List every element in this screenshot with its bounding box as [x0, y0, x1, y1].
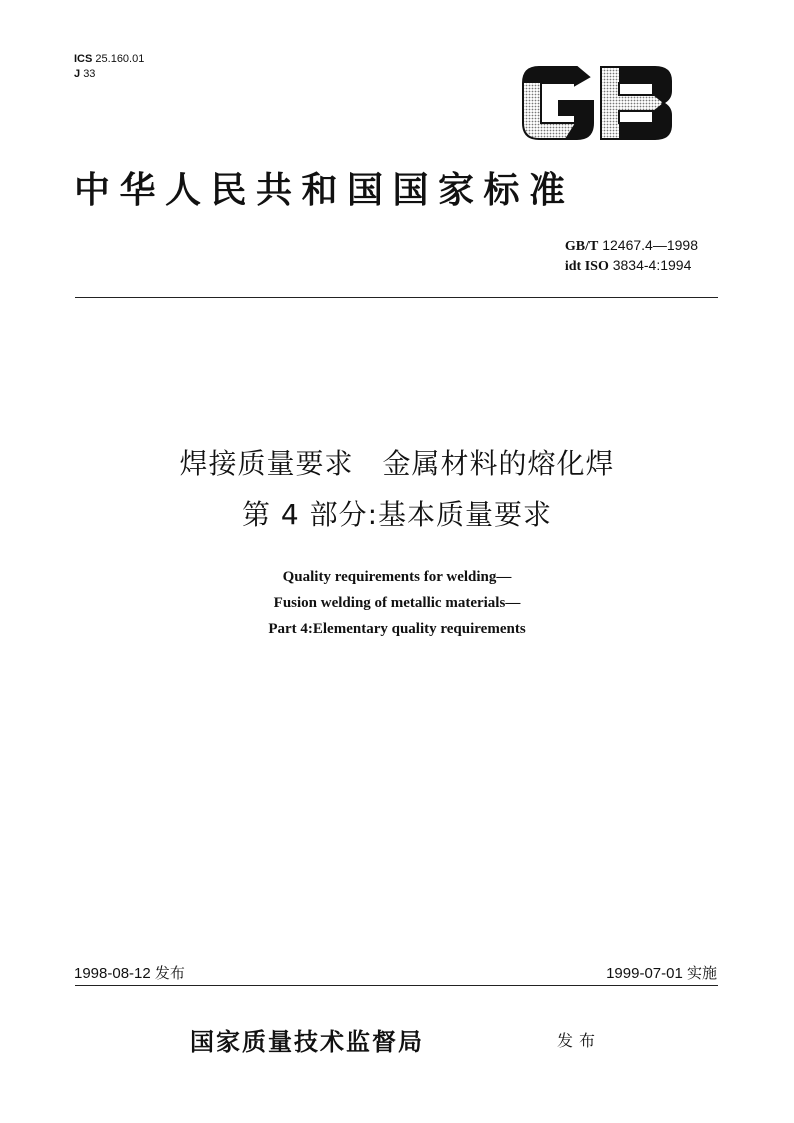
adoption-value: 3834-4:1994: [612, 257, 692, 273]
ics-line: [74, 52, 144, 67]
publisher-name: 国家质量技术监督局: [190, 1027, 424, 1056]
classification-codes: [74, 52, 144, 82]
english-title-line-2: Fusion welding of metallic materials—: [273, 595, 521, 611]
ccs-line: [74, 67, 144, 82]
standard-number: [565, 236, 698, 256]
gb-logo: [519, 63, 675, 143]
adoption-reference: [565, 256, 698, 276]
standard-number-block: [565, 236, 698, 276]
national-standard-heading: 中华人民共和国国家标准: [74, 169, 575, 211]
publisher-action: 发布: [557, 1031, 602, 1050]
standard-number-value: 12467.4—1998: [602, 237, 698, 253]
gb-logo-icon: [519, 63, 675, 143]
adoption-prefix: idt ISO: [564, 259, 609, 274]
ics-prefix: ICS: [74, 53, 93, 65]
issue-date: 1998-08-12 发布: [74, 965, 185, 982]
standard-number-prefix: GB/T: [564, 239, 599, 254]
chinese-title-line-1: 焊接质量要求 金属材料的熔化焊: [179, 447, 615, 480]
ccs-prefix: J: [74, 68, 81, 80]
footer-divider: [75, 985, 718, 986]
english-title-line-3: Part 4:Elementary quality requirements: [268, 621, 526, 637]
header-divider: [75, 297, 718, 298]
chinese-title-line-2: 第 4 部分:基本质量要求: [241, 498, 553, 531]
ics-code: 25.160.01: [95, 53, 145, 65]
ccs-code: 33: [83, 68, 96, 80]
implementation-date: 1999-07-01 实施: [606, 965, 717, 982]
logo-text: GB: [519, 63, 521, 64]
english-title-line-1: Quality requirements for welding—: [282, 569, 512, 585]
